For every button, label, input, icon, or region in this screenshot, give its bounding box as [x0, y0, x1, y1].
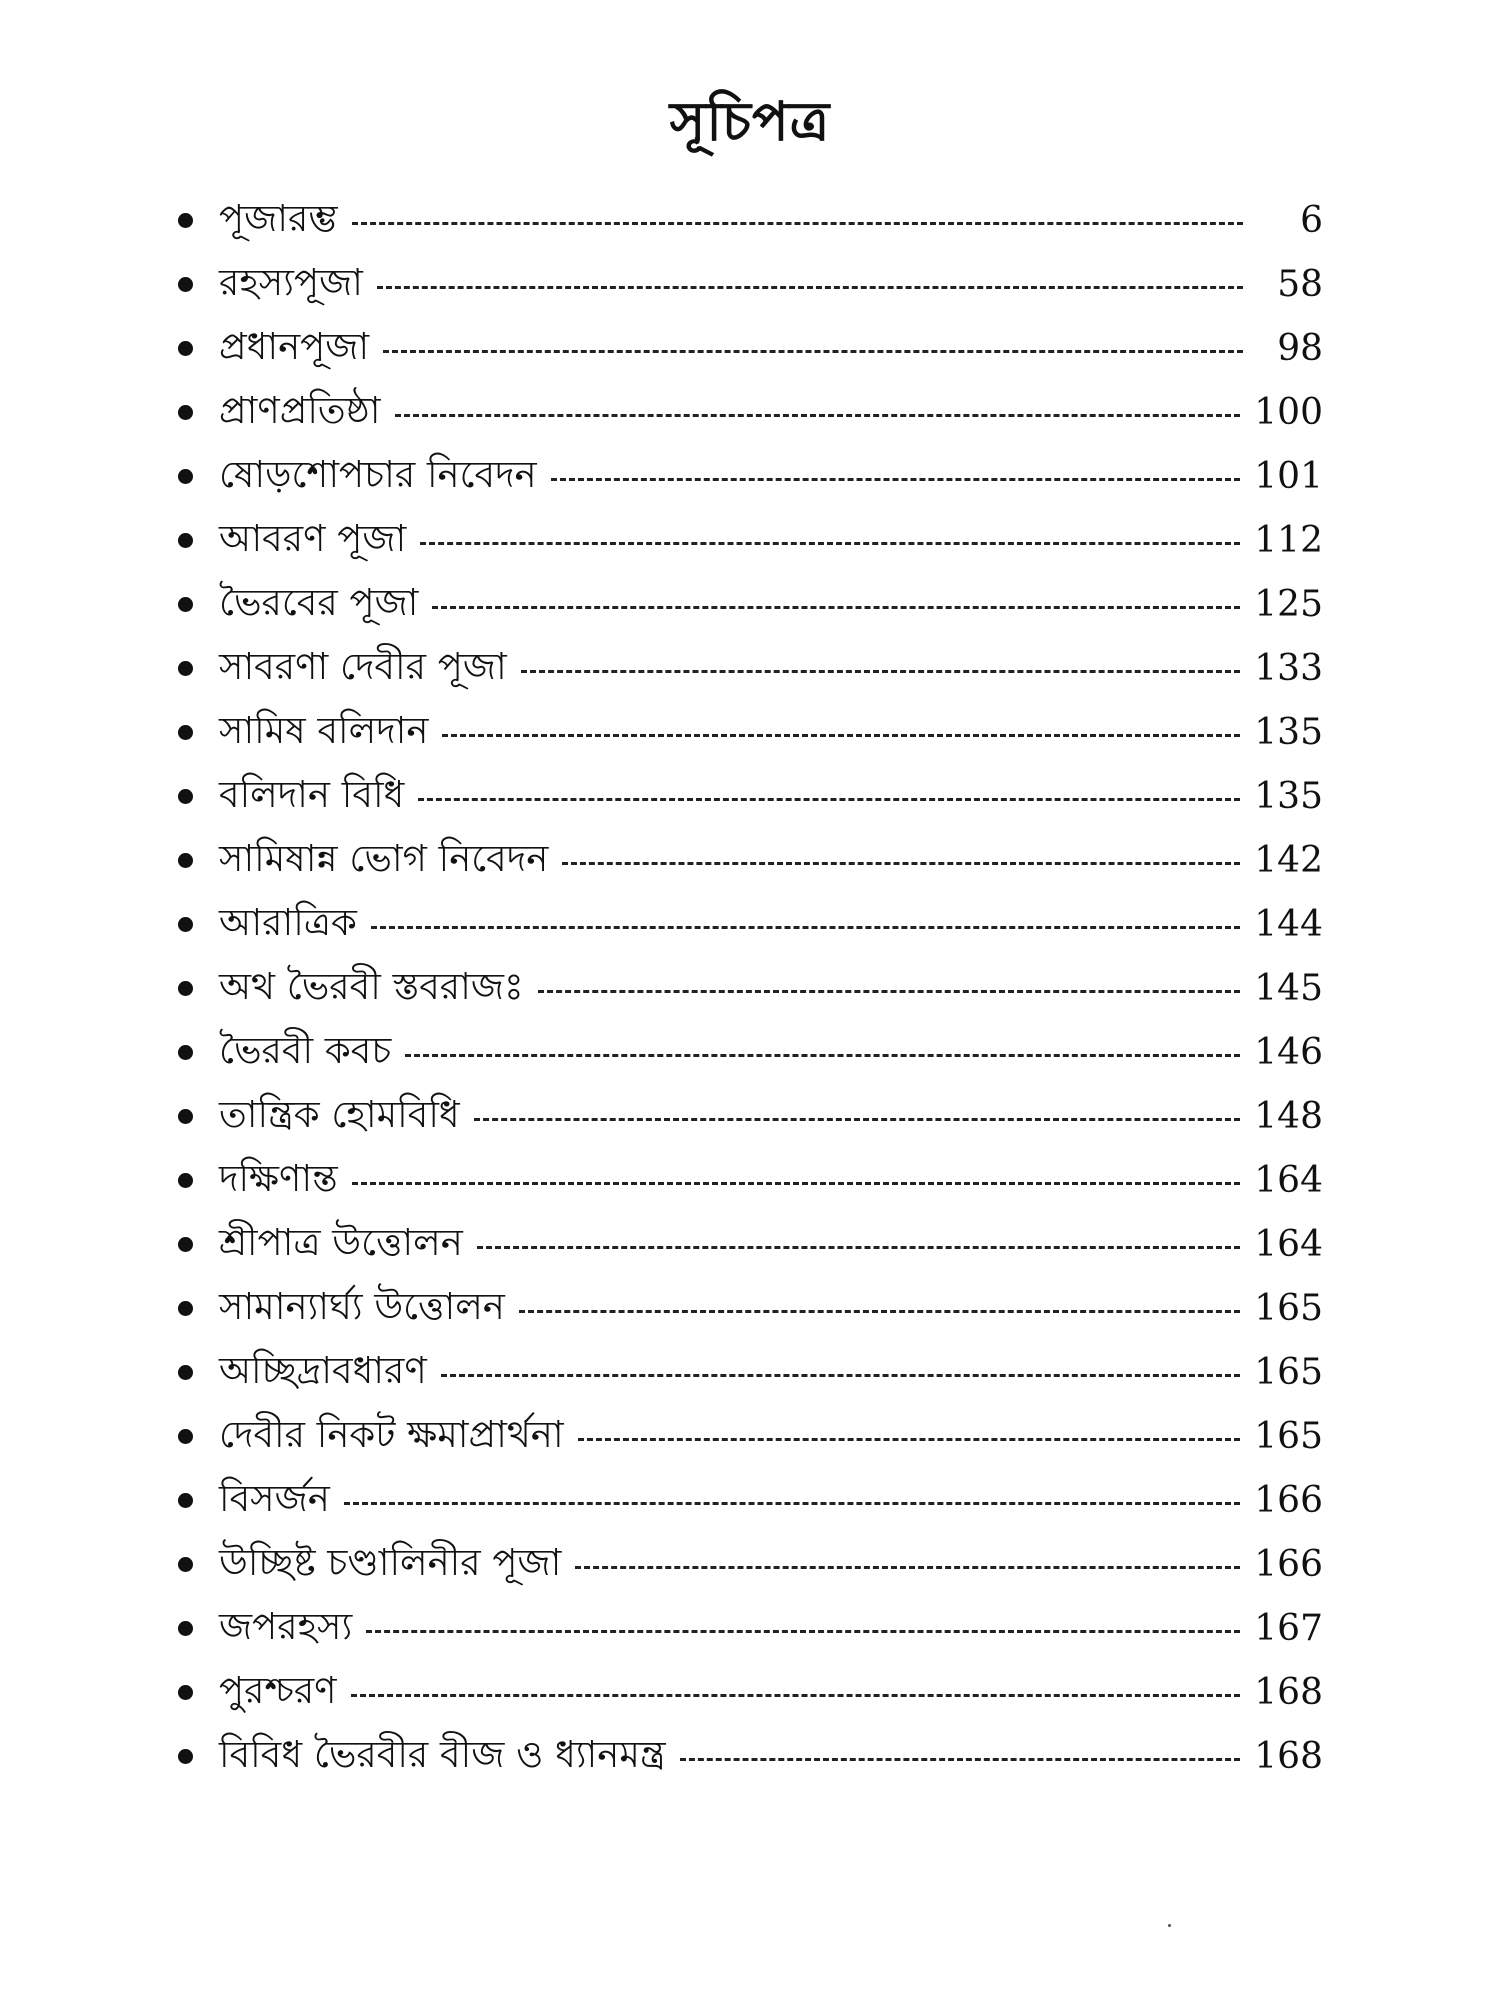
toc-entry [178, 380, 1323, 444]
bullet-icon [178, 405, 193, 420]
toc-entry-label: ষোড়শোপচার নিবেদন [219, 452, 537, 496]
bullet-icon [178, 1749, 193, 1764]
toc-entry [178, 764, 1323, 828]
bullet-icon [178, 1493, 193, 1508]
toc-entry [178, 1212, 1323, 1276]
bullet-icon [178, 1557, 193, 1572]
dotted-leader [441, 1374, 1241, 1377]
toc-entry [178, 508, 1323, 572]
bullet-icon [178, 1365, 193, 1380]
toc-entry [178, 956, 1323, 1020]
dotted-leader [395, 414, 1241, 417]
toc-entry-label: বিবিধ ভৈরবীর বীজ ও ধ্যানমন্ত্র [219, 1732, 666, 1776]
dotted-leader [575, 1566, 1240, 1569]
dotted-leader [578, 1438, 1241, 1441]
dotted-leader [383, 350, 1243, 353]
toc-entry-label: সামান্যার্ঘ্য উত্তোলন [219, 1284, 505, 1328]
toc-entry [178, 572, 1323, 636]
toc-entry-page-number: 167 [1254, 1607, 1323, 1649]
toc-entry [178, 1340, 1323, 1404]
toc-entry-page-number: 135 [1254, 775, 1323, 817]
toc-entry-label: দক্ষিণান্ত [219, 1156, 338, 1200]
toc-entry-label: জপরহস্য [219, 1604, 353, 1648]
bullet-icon [178, 661, 193, 676]
bullet-icon [178, 1301, 193, 1316]
toc-entry-page-number: 168 [1254, 1671, 1323, 1713]
toc-entry-label: অচ্ছিদ্রাবধারণ [219, 1348, 427, 1392]
toc-entry-label: ভৈরবী কবচ [219, 1028, 392, 1072]
toc-entry-page-number: 101 [1254, 455, 1323, 497]
toc-entry-label: উচ্ছিষ্ট চণ্ডালিনীর পূজা [219, 1540, 562, 1584]
dotted-leader [442, 734, 1240, 737]
toc-entry-page-number: 135 [1254, 711, 1323, 753]
toc-entry [178, 1660, 1323, 1724]
dotted-leader [477, 1246, 1240, 1249]
bullet-icon [178, 1237, 193, 1252]
toc-entry [178, 892, 1323, 956]
toc-entry-page-number: 166 [1254, 1479, 1323, 1521]
toc-entry-label: প্রাণপ্রতিষ্ঠা [219, 388, 381, 432]
dotted-leader [521, 670, 1241, 673]
bullet-icon [178, 725, 193, 740]
toc-entry [178, 828, 1323, 892]
bullet-icon [178, 981, 193, 996]
bullet-icon [178, 1685, 193, 1700]
toc-entry [178, 700, 1323, 764]
bullet-icon [178, 213, 193, 228]
toc-entry-label: আরাত্রিক [219, 900, 357, 944]
dotted-leader [680, 1758, 1241, 1761]
toc-entry-label: প্রধানপূজা [219, 324, 370, 368]
dotted-leader [366, 1630, 1240, 1633]
toc-entry-label: তান্ত্রিক হোমবিধি [219, 1092, 460, 1136]
toc-entry-page-number: 58 [1277, 263, 1323, 305]
dotted-leader [377, 286, 1243, 289]
toc-entry-label: দেবীর নিকট ক্ষমাপ্রার্থনা [219, 1412, 564, 1456]
toc-entry-label: অথ ভৈরবী স্তবরাজঃ [219, 964, 524, 1008]
table-of-contents [178, 188, 1323, 1788]
bullet-icon [178, 1109, 193, 1124]
toc-entry-page-number: 165 [1254, 1415, 1323, 1457]
dotted-leader [371, 926, 1240, 929]
dotted-leader [562, 862, 1240, 865]
bullet-icon [178, 853, 193, 868]
bullet-icon [178, 1621, 193, 1636]
bullet-icon [178, 469, 193, 484]
toc-entry-page-number: 125 [1254, 583, 1323, 625]
toc-entry [178, 252, 1323, 316]
toc-entry [178, 1276, 1323, 1340]
toc-entry-page-number: 142 [1254, 839, 1323, 881]
bullet-icon [178, 597, 193, 612]
dotted-leader [352, 1182, 1241, 1185]
toc-entry-page-number: 6 [1300, 199, 1323, 241]
dotted-leader [352, 222, 1243, 225]
toc-entry-page-number: 168 [1254, 1735, 1323, 1777]
dotted-leader [418, 798, 1240, 801]
toc-entry [178, 188, 1323, 252]
toc-entry-page-number: 164 [1254, 1159, 1323, 1201]
toc-entry-label: সাবরণা দেবীর পূজা [219, 644, 507, 688]
toc-entry [178, 1724, 1323, 1788]
toc-entry-label: সামিষ বলিদান [219, 708, 429, 752]
toc-entry-label: বলিদান বিধি [219, 772, 405, 816]
toc-entry [178, 1148, 1323, 1212]
print-speck [1168, 1924, 1171, 1927]
toc-entry-page-number: 148 [1254, 1095, 1323, 1137]
toc-entry [178, 316, 1323, 380]
toc-entry-page-number: 98 [1277, 327, 1323, 369]
toc-entry-label: বিসর্জন [219, 1476, 330, 1520]
toc-entry [178, 1084, 1323, 1148]
toc-entry [178, 1596, 1323, 1660]
toc-entry-label: ভৈরবের পূজা [219, 580, 419, 624]
bullet-icon [178, 533, 193, 548]
dotted-leader [519, 1310, 1240, 1313]
bullet-icon [178, 917, 193, 932]
dotted-leader [538, 990, 1241, 993]
toc-entry-label: রহস্যপূজা [219, 260, 363, 304]
toc-entry [178, 636, 1323, 700]
bullet-icon [178, 1173, 193, 1188]
dotted-leader [432, 606, 1240, 609]
toc-entry-page-number: 100 [1254, 391, 1323, 433]
dotted-leader [344, 1502, 1240, 1505]
toc-entry-page-number: 164 [1254, 1223, 1323, 1265]
dotted-leader [351, 1694, 1241, 1697]
page-title: সূচিপত্র [669, 90, 831, 153]
toc-entry-label: আবরণ পূজা [219, 516, 407, 560]
toc-entry-label: পূজারম্ভ [219, 196, 338, 240]
bullet-icon [178, 341, 193, 356]
bullet-icon [178, 1429, 193, 1444]
dotted-leader [551, 478, 1241, 481]
toc-entry [178, 444, 1323, 508]
toc-entry-page-number: 133 [1254, 647, 1323, 689]
toc-entry-page-number: 165 [1254, 1351, 1323, 1393]
toc-entry-page-number: 146 [1254, 1031, 1323, 1073]
toc-entry-page-number: 145 [1254, 967, 1323, 1009]
bullet-icon [178, 789, 193, 804]
toc-entry [178, 1468, 1323, 1532]
dotted-leader [420, 542, 1240, 545]
toc-entry [178, 1020, 1323, 1084]
dotted-leader [474, 1118, 1241, 1121]
toc-entry [178, 1404, 1323, 1468]
toc-entry-page-number: 144 [1254, 903, 1323, 945]
bullet-icon [178, 1045, 193, 1060]
toc-entry [178, 1532, 1323, 1596]
toc-entry-page-number: 166 [1254, 1543, 1323, 1585]
bullet-icon [178, 277, 193, 292]
toc-entry-page-number: 165 [1254, 1287, 1323, 1329]
toc-entry-page-number: 112 [1254, 519, 1323, 561]
toc-entry-label: পুরশ্চরণ [219, 1668, 337, 1712]
toc-entry-label: সামিষান্ন ভোগ নিবেদন [219, 836, 549, 880]
dotted-leader [405, 1054, 1240, 1057]
toc-entry-label: শ্রীপাত্র উত্তোলন [219, 1220, 463, 1264]
